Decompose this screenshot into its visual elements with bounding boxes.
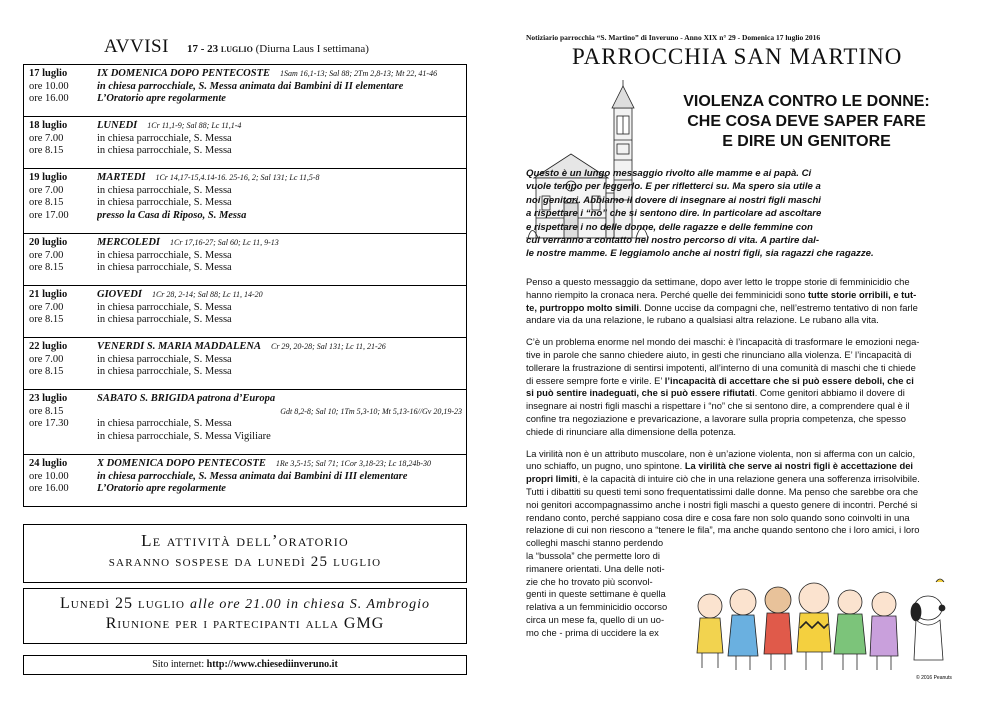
schedule-time: ore 8.15 xyxy=(29,366,64,377)
text-line: le nostre mamme. E leggiamolo anche ai nostri figli, sia ragazzi che ragazze. xyxy=(526,248,874,260)
text-line: andare via da una relazione, le rubano a qualsiasi altra relazione. Le rubano alla vita. xyxy=(526,314,879,326)
text-line: noi genitori accompagnassimo anche i nostri figli maschi a questo genere di incontri. Perché si xyxy=(526,498,918,510)
schedule-day xyxy=(24,285,466,337)
oratorio-notice-line1: Le attività dell’oratorio xyxy=(141,531,349,550)
schedule-day xyxy=(24,233,466,285)
schedule-event: in chiesa parrocchiale, S. Messa animata dai Bambini di III elementare xyxy=(97,470,408,482)
schedule-entries xyxy=(97,120,462,158)
scripture-refs: 1Sam 16,1-13; Sal 88; 2Tm 2,8-13; Mt 22, 41-46 xyxy=(280,69,438,78)
schedule-day-title: MARTEDÌ 1Cr 14,17-15,4.14-16. 25-16, 2; Sal 131; Lc 11,5-8 xyxy=(97,172,320,183)
article-paragraph-3 xyxy=(526,448,966,538)
schedule-event: in chiesa parrocchiale, S. Messa xyxy=(97,197,232,208)
schedule-date: 21 luglio xyxy=(29,289,68,300)
schedule-times xyxy=(29,172,89,222)
schedule-times xyxy=(29,68,89,106)
avvisi-title: AVVISI xyxy=(104,36,169,57)
scripture-refs: 1Cr 14,17-15,4.14-16. 25-16, 2; Sal 131; Lc 11,5-8 xyxy=(155,173,320,182)
text-line: a rispettare i “no” che si sentono dire. In particolare ad ascoltare xyxy=(526,208,822,220)
schedule-entries xyxy=(97,341,462,379)
schedule-time: ore 16.00 xyxy=(29,483,69,494)
text-line: si può sentire inadeguati, che si può essere rifiutati. Come genitori abbiamo il dovere di xyxy=(526,387,905,399)
text-line: confine tra negoziazione e prevaricazione, a lavorare sulla propria competenza, che spesso xyxy=(526,412,906,424)
schedule-day xyxy=(24,454,466,506)
schedule-event: L’Oratorio apre regolarmente xyxy=(97,483,226,494)
schedule-time: ore 7.00 xyxy=(29,249,64,261)
schedule-day xyxy=(24,337,466,389)
text-line: La virilità non è un attributo muscolare, non è un’azione violenta, non si afferma con un calcio, xyxy=(526,447,916,459)
text-line: insegnare ai nostri figli maschi a rispettare i “no” che si sentono dire, a comprendere qual è il xyxy=(526,400,910,412)
text-line: uno schiaffo, un pugno, uno spintone. La virilità che serve ai nostri figli è accettazione dei xyxy=(526,460,914,472)
schedule-time: ore 8.15 xyxy=(29,145,64,156)
schedule-date: 24 luglio xyxy=(29,458,68,469)
schedule-times xyxy=(29,237,89,275)
text-line: propri limiti, è la capacità di intuire ciò che in una relazione genera una sofferenza irrisolvibile. xyxy=(526,473,920,485)
schedule-event: in chiesa parrocchiale, S. Messa xyxy=(97,262,232,273)
schedule-event: L’Oratorio apre regolarmente xyxy=(97,93,226,104)
schedule-event: in chiesa parrocchiale, S. Messa xyxy=(97,132,232,144)
schedule-event: in chiesa parrocchiale, S. Messa animata dai Bambini di II elementare xyxy=(97,80,404,92)
gmg-meeting-line2: Riunione per i partecipanti alla GMG xyxy=(105,615,385,632)
avvisi-header xyxy=(104,36,369,58)
schedule-event: in chiesa parrocchiale, S. Messa xyxy=(97,301,232,313)
schedule-time: ore 7.00 xyxy=(29,132,64,144)
schedule-event: in chiesa parrocchiale, S. Messa xyxy=(97,353,232,365)
schedule-day xyxy=(24,116,466,168)
text-line: colleghi maschi stanno perdendo xyxy=(526,537,664,549)
text-line: la “bussola” che permette loro di xyxy=(526,549,660,561)
schedule-times xyxy=(29,341,89,379)
schedule-entries xyxy=(97,68,462,106)
schedule-times xyxy=(29,458,89,496)
gmg-meeting-box xyxy=(23,588,467,644)
text-line: di essere sempre forte e virile. E’ l’incapacità di accettare che si può essere deboli, che ci xyxy=(526,374,914,386)
scripture-refs: 1Cr 17,16-27; Sal 60; Lc 11, 9-13 xyxy=(170,238,279,247)
schedule-time: ore 7.00 xyxy=(29,184,64,196)
text-line: tive in parole che sanno chiedere aiuto, in gesti che rinunciano alla violenza. E’ l’incapacità di xyxy=(526,348,912,360)
schedule-day xyxy=(24,168,466,233)
schedule-date: 19 luglio xyxy=(29,172,68,183)
scripture-refs: 1Re 3,5-15; Sal 71; 1Cor 3,18-23; Lc 18,24b-30 xyxy=(275,459,431,468)
schedule-date: 20 luglio xyxy=(29,237,68,248)
schedule-entries xyxy=(97,172,462,222)
schedule-event: in chiesa parrocchiale, S. Messa xyxy=(97,314,232,325)
schedule-times xyxy=(29,120,89,158)
schedule-time: ore 8.15 xyxy=(29,197,64,208)
text-line: e rispettare i no delle donne, delle ragazze e delle femmine con xyxy=(526,221,813,233)
text-line: noi genitori. Abbiamo il dovere di insegnare ai nostri figli maschi xyxy=(526,194,821,206)
article-intro xyxy=(526,167,966,261)
schedule-time: ore 17.30 xyxy=(29,418,69,429)
text-line: genti in queste settimane è quella xyxy=(526,588,666,600)
schedule-time: ore 16.00 xyxy=(29,93,69,104)
schedule-entries xyxy=(97,458,462,496)
text-line: mo che - prima di uccidere la ex xyxy=(526,626,659,638)
article-paragraph-2 xyxy=(526,336,966,438)
oratorio-notice-box xyxy=(23,524,467,583)
text-line: C’è un problema enorme nel mondo dei maschi: è l’incapacità di trasformare le emozioni nega- xyxy=(526,336,920,348)
text-line: Tutti i dibattiti su questi temi sono frequentatissimi dalle donne. Ma penso che sarebbe ora che xyxy=(526,485,919,497)
schedule-day-title: SABATO S. BRIGIDA patrona d’Europa xyxy=(97,393,276,404)
text-line: circa un mese fa, quello di un uo- xyxy=(526,613,665,625)
weekly-schedule xyxy=(23,64,467,507)
schedule-time: ore 8.15 xyxy=(29,405,64,417)
text-line: cui verranno a contatto nel nostro percorso di vita. A partire dal- xyxy=(526,235,820,247)
text-line: rimanere orientati. Una delle noti- xyxy=(526,562,665,574)
schedule-time: ore 17.00 xyxy=(29,209,69,221)
website-link[interactable]: http://www.chiesediinveruno.it xyxy=(206,659,338,670)
peanuts-characters-illustration xyxy=(688,568,960,683)
text-line: te, purtroppo molto simili. Donne uccise da compagni che, nell’estremo tentativo di non farle xyxy=(526,301,918,313)
text-line: Penso a questo messaggio da settimane, dopo aver letto le troppe storie di femminicidio che xyxy=(526,276,910,287)
text-line: Questo è un lungo messaggio rivolto alle mamme e ai papà. Ci xyxy=(526,168,812,179)
schedule-time: ore 10.00 xyxy=(29,80,69,92)
schedule-day-title: GIOVEDÌ 1Cr 28, 2-14; Sal 88; Lc 11, 14-20 xyxy=(97,289,263,300)
schedule-day-title: LUNEDÌ 1Cr 11,1-9; Sal 88; Lc 11,1-4 xyxy=(97,120,242,131)
schedule-event: in chiesa parrocchiale, S. Messa xyxy=(97,366,232,377)
schedule-entries xyxy=(97,289,462,327)
schedule-entries xyxy=(97,393,462,443)
schedule-time: ore 7.00 xyxy=(29,301,64,313)
schedule-event: in chiesa parrocchiale, S. Messa xyxy=(97,145,232,156)
schedule-day-title: MERCOLEDÌ 1Cr 17,16-27; Sal 60; Lc 11, 9-13 xyxy=(97,237,279,248)
schedule-day-title: VENERDÌ S. MARIA MADDALENA Cr 29, 20-28; Sal 131; Lc 11, 21-26 xyxy=(97,341,386,352)
schedule-entries xyxy=(97,237,462,275)
schedule-date: 23 luglio xyxy=(29,393,68,404)
website-footer: Sito internet: http://www.chiesediinveruno.it xyxy=(23,655,467,675)
masthead-subtitle: Notiziario parrocchia “S. Martino” di Inveruno - Anno XIX n° 29 - Domenica 17 luglio 2016 xyxy=(526,33,821,42)
schedule-time: ore 8.15 xyxy=(29,262,64,273)
text-line: relativa a un femminicidio occorso xyxy=(526,601,668,613)
schedule-event: in chiesa parrocchiale, S. Messa xyxy=(97,184,232,196)
scripture-refs: Cr 29, 20-28; Sal 131; Lc 11, 21-26 xyxy=(270,342,386,351)
schedule-time: ore 10.00 xyxy=(29,470,69,482)
scripture-refs: Gdt 8,2-8; Sal 10; 1Tm 5,3-10; Mt 5,13-16//Gv 20,19-23 xyxy=(280,406,462,416)
schedule-times xyxy=(29,393,89,431)
text-line: rendano conto, perché sappiano cosa dire e cosa fare non solo quando sono coinvolti in una xyxy=(526,511,910,523)
text-line: hanno riempito la cronaca nera. Perché quelle dei femminicidi sono tutte storie orribili, e tut- xyxy=(526,288,917,300)
avvisi-range: 17 - 23 luglio (Diurna Laus I settimana) xyxy=(186,43,369,55)
schedule-times xyxy=(29,289,89,327)
oratorio-notice-line2: saranno sospese da lunedì 25 luglio xyxy=(108,554,382,570)
schedule-time: ore 7.00 xyxy=(29,353,64,365)
masthead-title: PARROCCHIA SAN MARTINO xyxy=(572,44,903,69)
schedule-time: ore 8.15 xyxy=(29,314,64,325)
text-line: relazione di cui non riescono a “tenere le fila”, ma anche quando sentono che i loro amici, i loro xyxy=(526,524,920,536)
schedule-date: 22 luglio xyxy=(29,341,68,352)
schedule-day-title: IX DOMENICA DOPO PENTECOSTE 1Sam 16,1-13; Sal 88; 2Tm 2,8-13; Mt 22, 41-46 xyxy=(97,68,438,79)
gmg-meeting-line1: Lunedì 25 luglio alle ore 21.00 in chiesa S. Ambrogio xyxy=(60,595,430,612)
article-paragraph-1 xyxy=(526,276,966,327)
scripture-refs: 1Cr 28, 2-14; Sal 88; Lc 11, 14-20 xyxy=(151,290,263,299)
text-line: zie che ho trovato più sconvol- xyxy=(526,575,653,587)
article-headline: VIOLENZA CONTRO LE DONNE: CHE COSA DEVE SAPER FARE E DIRE UN GENITORE xyxy=(683,93,930,150)
text-line: chiede di rinunciare alla dimensione della potenza. xyxy=(526,425,737,437)
text-line: vuole tempo per leggerlo. E per rifletterci su. Ma spero sia utile a xyxy=(526,181,821,193)
schedule-event: in chiesa parrocchiale, S. Messa Vigiliare xyxy=(97,430,271,442)
schedule-day-title: X DOMENICA DOPO PENTECOSTE 1Re 3,5-15; Sal 71; 1Cor 3,18-23; Lc 18,24b-30 xyxy=(97,458,431,469)
schedule-date: 18 luglio xyxy=(29,120,68,131)
schedule-day xyxy=(24,389,466,454)
schedule-event: in chiesa parrocchiale, S. Messa xyxy=(97,418,232,429)
text-line: tollerare la frustrazione di sentirsi impotenti, all’interno di una comunità di maschi che ti chiede xyxy=(526,361,916,373)
scripture-refs: 1Cr 11,1-9; Sal 88; Lc 11,1-4 xyxy=(147,121,242,130)
schedule-date: 17 luglio xyxy=(29,68,68,79)
schedule-event: presso la Casa di Riposo, S. Messa xyxy=(97,209,247,221)
schedule-day xyxy=(24,65,466,116)
schedule-event: in chiesa parrocchiale, S. Messa xyxy=(97,249,232,261)
peanuts-credit: © 2016 Peanuts xyxy=(916,675,952,681)
